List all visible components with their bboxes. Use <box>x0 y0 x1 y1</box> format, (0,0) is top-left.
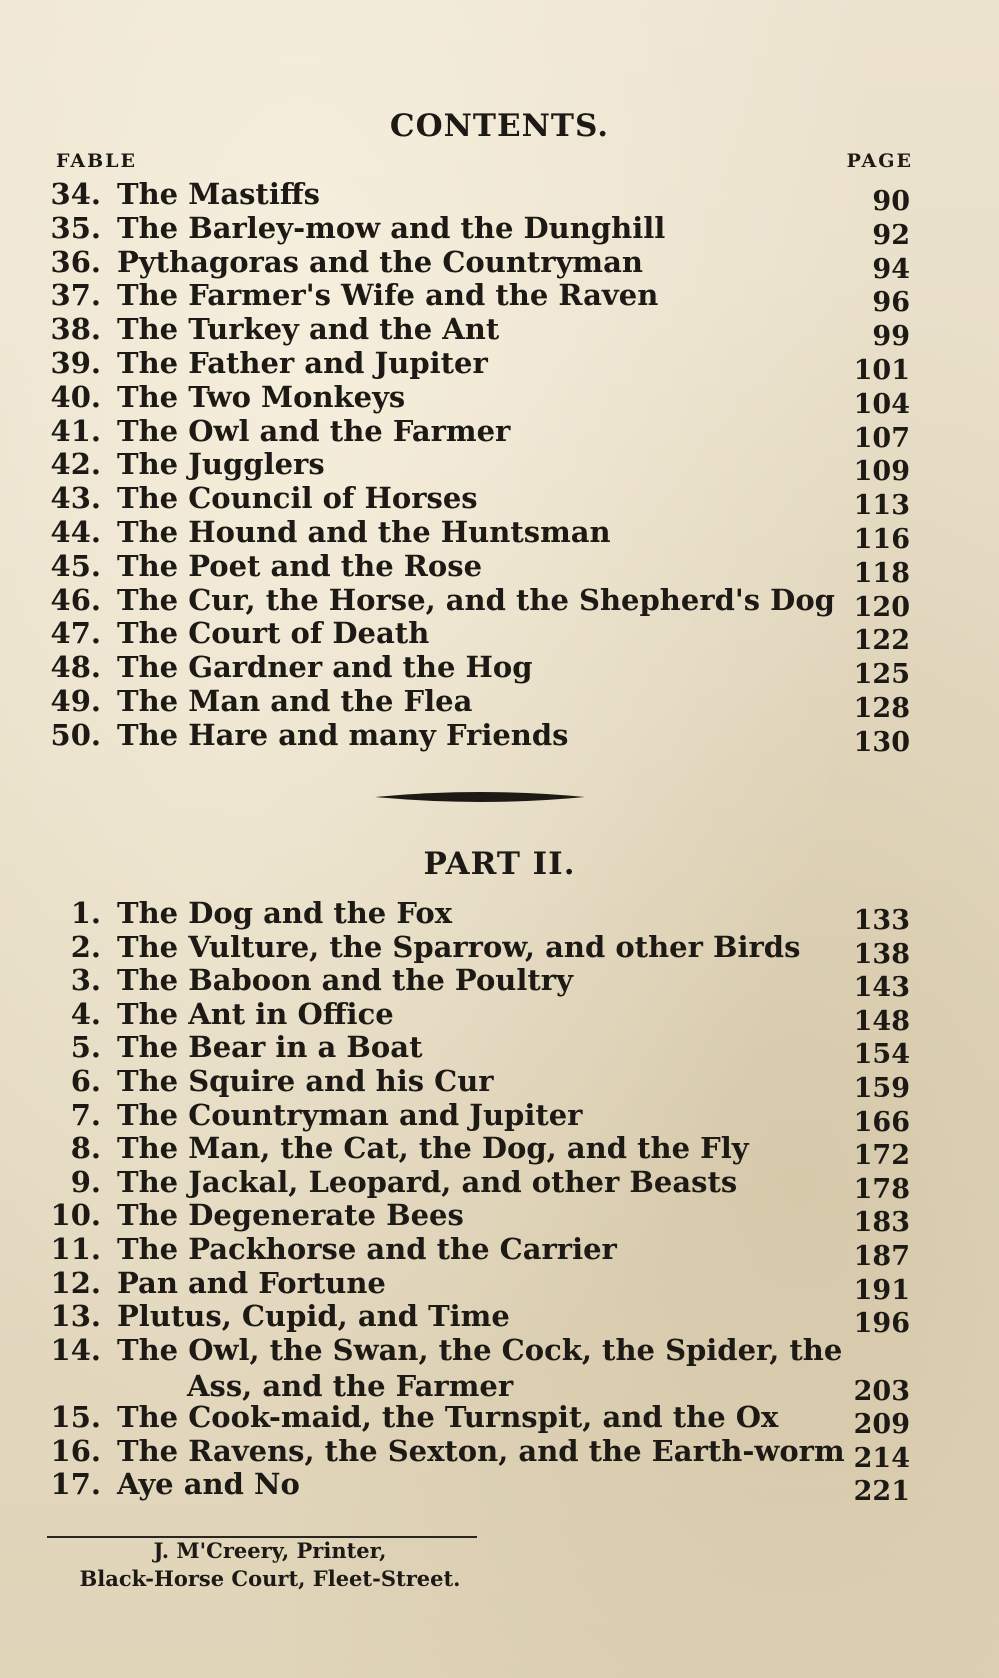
contents-entry <box>0 1064 999 1104</box>
fable-title: The Countryman and Jupiter <box>117 1097 583 1132</box>
contents-entry <box>0 1400 999 1440</box>
page-number: 138 <box>853 938 910 970</box>
fable-title: The Gardner and the Hog <box>117 650 533 685</box>
page-number: 120 <box>853 591 910 623</box>
fable-number: 1. <box>70 896 101 930</box>
part-two-heading: PART II. <box>423 846 576 882</box>
contents-entry <box>0 312 999 353</box>
contents-entry <box>0 481 999 522</box>
contents-entry <box>0 244 999 285</box>
fable-title: The Mastiffs <box>117 177 320 211</box>
page-number: 101 <box>853 355 910 386</box>
page-number: 178 <box>853 1173 910 1205</box>
fable-number: 49. <box>50 684 101 718</box>
fable-title: The Council of Horses <box>117 481 478 516</box>
page-number: 94 <box>872 253 910 285</box>
fable-number: 7. <box>70 1097 101 1132</box>
fable-number: 42. <box>50 447 101 482</box>
fable-number: 8. <box>70 1131 101 1166</box>
page-number: 128 <box>853 693 910 724</box>
fable-title: The Cur, the Horse, and the Shepherd's Dog <box>117 582 835 617</box>
fable-title: The Hound and the Huntsman <box>117 515 611 549</box>
page-number: 203 <box>853 1375 910 1407</box>
contents-entry <box>0 650 999 691</box>
contents-entry <box>0 1232 999 1272</box>
fable-title: Plutus, Cupid, and Time <box>117 1299 510 1334</box>
fable-number: 46. <box>50 582 101 617</box>
page-number: 92 <box>872 219 910 251</box>
fable-number: 15. <box>50 1400 101 1434</box>
fable-title: The Farmer's Wife and the Raven <box>117 278 659 313</box>
page-number: 90 <box>872 186 910 217</box>
page-number: 183 <box>853 1207 910 1239</box>
fable-number: 6. <box>70 1064 101 1098</box>
fable-number: 11. <box>50 1232 101 1266</box>
fable-title: The Turkey and the Ant <box>117 312 500 347</box>
contents-entry <box>0 1131 999 1172</box>
fable-title: The Two Monkeys <box>117 379 406 414</box>
fable-title: The Man and the Flea <box>117 684 473 718</box>
fable-number: 10. <box>50 1198 101 1233</box>
fable-title: The Owl and the Farmer <box>117 413 511 448</box>
fable-number: 34. <box>50 177 101 211</box>
contents-heading: CONTENTS. <box>389 108 610 144</box>
fable-number: 44. <box>50 515 101 549</box>
contents-entry <box>0 1433 999 1474</box>
contents-entry <box>0 1097 999 1138</box>
ornament-divider-icon <box>375 789 585 805</box>
page-number: 143 <box>853 972 910 1004</box>
contents-entry <box>0 929 999 970</box>
page-number: 122 <box>853 625 910 657</box>
contents-entry <box>0 177 999 217</box>
fable-number: 2. <box>70 929 101 964</box>
contents-entry <box>0 996 999 1037</box>
fable-title: The Squire and his Cur <box>117 1064 494 1098</box>
page-number: 159 <box>853 1073 910 1104</box>
page-number: 172 <box>853 1140 910 1172</box>
fable-title: The Jugglers <box>117 447 325 482</box>
fable-title: The Barley-mow and the Dunghill <box>117 210 666 245</box>
fable-title: The Packhorse and the Carrier <box>117 1232 617 1266</box>
fable-title: Aye and No <box>117 1467 300 1502</box>
contents-entry <box>0 1030 999 1071</box>
contents-entry <box>0 1198 999 1239</box>
fable-title: The Bear in a Boat <box>117 1030 423 1065</box>
fable-title: The Cook-maid, the Turnspit, and the Ox <box>117 1400 779 1434</box>
contents-entry <box>0 963 999 1004</box>
page-number: 214 <box>853 1442 910 1474</box>
contents-entry <box>0 717 999 758</box>
page-number: 133 <box>853 905 910 936</box>
fable-number: 45. <box>50 548 101 583</box>
fable-title: The Hare and many Friends <box>117 717 569 752</box>
page-number: 104 <box>853 388 910 420</box>
fable-number: 16. <box>50 1433 101 1468</box>
page-number: 154 <box>853 1039 910 1071</box>
page-number: 113 <box>853 490 910 522</box>
fable-title: Pythagoras and the Countryman <box>117 244 643 279</box>
fable-number: 3. <box>70 963 101 998</box>
page-number: 196 <box>853 1308 910 1340</box>
fable-title-continued: Ass, and the Farmer <box>187 1368 514 1403</box>
page-number: 187 <box>853 1241 910 1272</box>
contents-entry <box>0 1299 999 1340</box>
contents-entry <box>0 210 999 251</box>
contents-entry <box>0 278 999 319</box>
page-number: 130 <box>853 726 910 758</box>
fable-number: 38. <box>50 312 101 347</box>
fable-number: 36. <box>50 244 101 279</box>
printer-address: Black-Horse Court, Fleet-Street. <box>79 1566 461 1591</box>
fable-title: The Ant in Office <box>117 996 394 1031</box>
contents-entry <box>0 1467 999 1508</box>
fable-title: The Jackal, Leopard, and other Beasts <box>117 1164 738 1199</box>
page-number: 221 <box>853 1476 910 1508</box>
fable-number: 37. <box>50 278 101 313</box>
fable-number: 17. <box>50 1467 101 1502</box>
page-number: 209 <box>853 1409 910 1440</box>
contents-entry <box>0 379 999 420</box>
fable-number: 5. <box>70 1030 101 1065</box>
fable-number: 13. <box>50 1299 101 1334</box>
page-number: 116 <box>853 524 910 555</box>
fable-title: The Poet and the Rose <box>117 548 483 583</box>
fable-number: 50. <box>50 717 101 752</box>
printer-name: J. M'Creery, Printer, <box>153 1538 387 1563</box>
fable-number: 43. <box>50 481 101 516</box>
fable-title: The Degenerate Bees <box>117 1198 464 1233</box>
page-column-header: PAGE <box>846 150 913 172</box>
contents-entry <box>0 447 999 488</box>
contents-entry <box>0 515 999 555</box>
fable-number: 39. <box>50 346 101 380</box>
page-number: 107 <box>853 422 910 454</box>
contents-entry <box>0 684 999 724</box>
fable-title: The Father and Jupiter <box>117 346 488 380</box>
fable-number: 9. <box>70 1164 101 1199</box>
contents-entry <box>0 1265 999 1306</box>
page-number: 96 <box>872 287 910 319</box>
fable-number: 12. <box>50 1265 101 1300</box>
contents-entry <box>0 346 999 386</box>
fable-title: The Vulture, the Sparrow, and other Birds <box>117 929 801 964</box>
contents-entry <box>0 413 999 454</box>
fable-title: The Ravens, the Sexton, and the Earth-worm <box>117 1433 845 1468</box>
fable-number: 41. <box>50 413 101 448</box>
fable-title: The Court of Death <box>117 616 430 651</box>
page-number: 125 <box>853 659 910 691</box>
fable-title: The Man, the Cat, the Dog, and the Fly <box>117 1131 749 1166</box>
fable-title: The Owl, the Swan, the Cock, the Spider, the <box>117 1332 843 1367</box>
contents-entry <box>0 548 999 589</box>
fable-number: 35. <box>50 210 101 245</box>
contents-entry <box>0 896 999 936</box>
fable-number: 4. <box>70 996 101 1031</box>
contents-entry <box>0 582 999 623</box>
page-number: 99 <box>872 321 910 353</box>
fable-number: 47. <box>50 616 101 651</box>
page-number: 148 <box>853 1005 910 1037</box>
page-number: 109 <box>853 456 910 488</box>
page-number: 118 <box>853 557 910 589</box>
fable-title: Pan and Fortune <box>117 1265 386 1300</box>
page-number: 166 <box>853 1106 910 1138</box>
fable-title: The Baboon and the Poultry <box>117 963 573 998</box>
contents-entry <box>0 616 999 657</box>
fable-title: The Dog and the Fox <box>117 896 452 930</box>
contents-entry <box>0 1333 999 1405</box>
contents-entry <box>0 1164 999 1205</box>
fable-number: 40. <box>50 379 101 414</box>
fable-number: 14. <box>50 1332 101 1367</box>
fable-number: 48. <box>50 650 101 685</box>
fable-column-header: FABLE <box>56 150 138 172</box>
page-number: 191 <box>853 1274 910 1306</box>
